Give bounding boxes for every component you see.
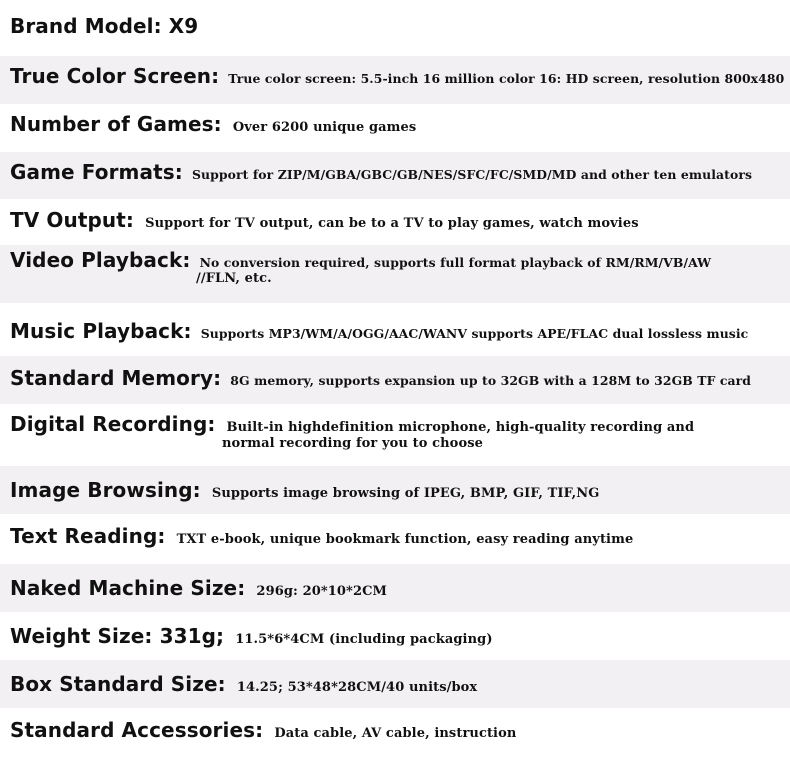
spec-label: Weight Size: 331g; bbox=[10, 624, 225, 648]
spec-label: Number of Games: bbox=[10, 112, 222, 136]
spec-row-video-playback bbox=[10, 248, 784, 272]
spec-row-naked-machine-size bbox=[10, 576, 784, 600]
spec-row-text-reading bbox=[10, 524, 784, 548]
spec-value: Over 6200 unique games bbox=[232, 120, 417, 135]
spec-value-continuation: //FLN, etc. bbox=[196, 271, 272, 286]
spec-row-brand-model bbox=[10, 14, 784, 38]
spec-value: Built-in highdefinition microphone, high-quality recording and bbox=[226, 420, 695, 435]
spec-label: Standard Accessories: bbox=[10, 718, 264, 742]
spec-label: Box Standard Size: bbox=[10, 672, 226, 696]
spec-row-number-of-games bbox=[10, 112, 784, 136]
spec-row-weight-size bbox=[10, 624, 784, 648]
spec-label: Text Reading: bbox=[10, 524, 166, 548]
spec-value: 8G memory, supports expansion up to 32GB with a 128M to 32GB TF card bbox=[230, 373, 752, 388]
spec-value: TXT e-book, unique bookmark function, easy reading anytime bbox=[176, 532, 634, 547]
spec-value: Supports image browsing of IPEG, BMP, GIF, TIF,NG bbox=[211, 486, 600, 501]
spec-label: Game Formats: bbox=[10, 160, 183, 184]
spec-row-digital-recording bbox=[10, 412, 784, 436]
spec-value: Support for TV output, can be to a TV to play games, watch movies bbox=[145, 216, 639, 231]
spec-row-game-formats bbox=[10, 160, 784, 184]
spec-label: Brand Model: X9 bbox=[10, 14, 199, 38]
spec-value: 14.25; 53*48*28CM/40 units/box bbox=[236, 680, 478, 695]
spec-row-tv-output bbox=[10, 208, 784, 232]
spec-value-continuation: normal recording for you to choose bbox=[222, 436, 484, 451]
spec-label: TV Output: bbox=[10, 208, 134, 232]
spec-label: Standard Memory: bbox=[10, 366, 222, 390]
spec-value: Data cable, AV cable, instruction bbox=[274, 726, 517, 741]
spec-value: No conversion required, supports full format playback of RM/RM/VB/AW bbox=[199, 255, 712, 270]
spec-label: Naked Machine Size: bbox=[10, 576, 246, 600]
spec-row-standard-accessories bbox=[10, 718, 784, 742]
spec-row-standard-memory bbox=[10, 366, 784, 390]
spec-row-true-color-screen bbox=[10, 64, 784, 88]
spec-row-image-browsing bbox=[10, 478, 784, 502]
spec-value: Support for ZIP/M/GBA/GBC/GB/NES/SFC/FC/SMD/MD and other ten emulators bbox=[191, 167, 753, 182]
spec-label: Music Playback: bbox=[10, 319, 192, 343]
spec-row-music-playback bbox=[10, 319, 784, 343]
spec-value: Supports MP3/WM/A/OGG/AAC/WANV supports APE/FLAC dual lossless music bbox=[200, 326, 749, 341]
spec-value: 296g: 20*10*2CM bbox=[256, 584, 388, 599]
spec-label: True Color Screen: bbox=[10, 64, 220, 88]
spec-value: True color screen: 5.5-inch 16 million color 16: HD screen, resolution 800x480 bbox=[228, 71, 785, 86]
spec-value: 11.5*6*4CM (including packaging) bbox=[235, 632, 493, 647]
spec-label: Image Browsing: bbox=[10, 478, 201, 502]
spec-label: Video Playback: bbox=[10, 248, 191, 272]
spec-row-box-standard-size bbox=[10, 672, 784, 696]
spec-label: Digital Recording: bbox=[10, 412, 216, 436]
